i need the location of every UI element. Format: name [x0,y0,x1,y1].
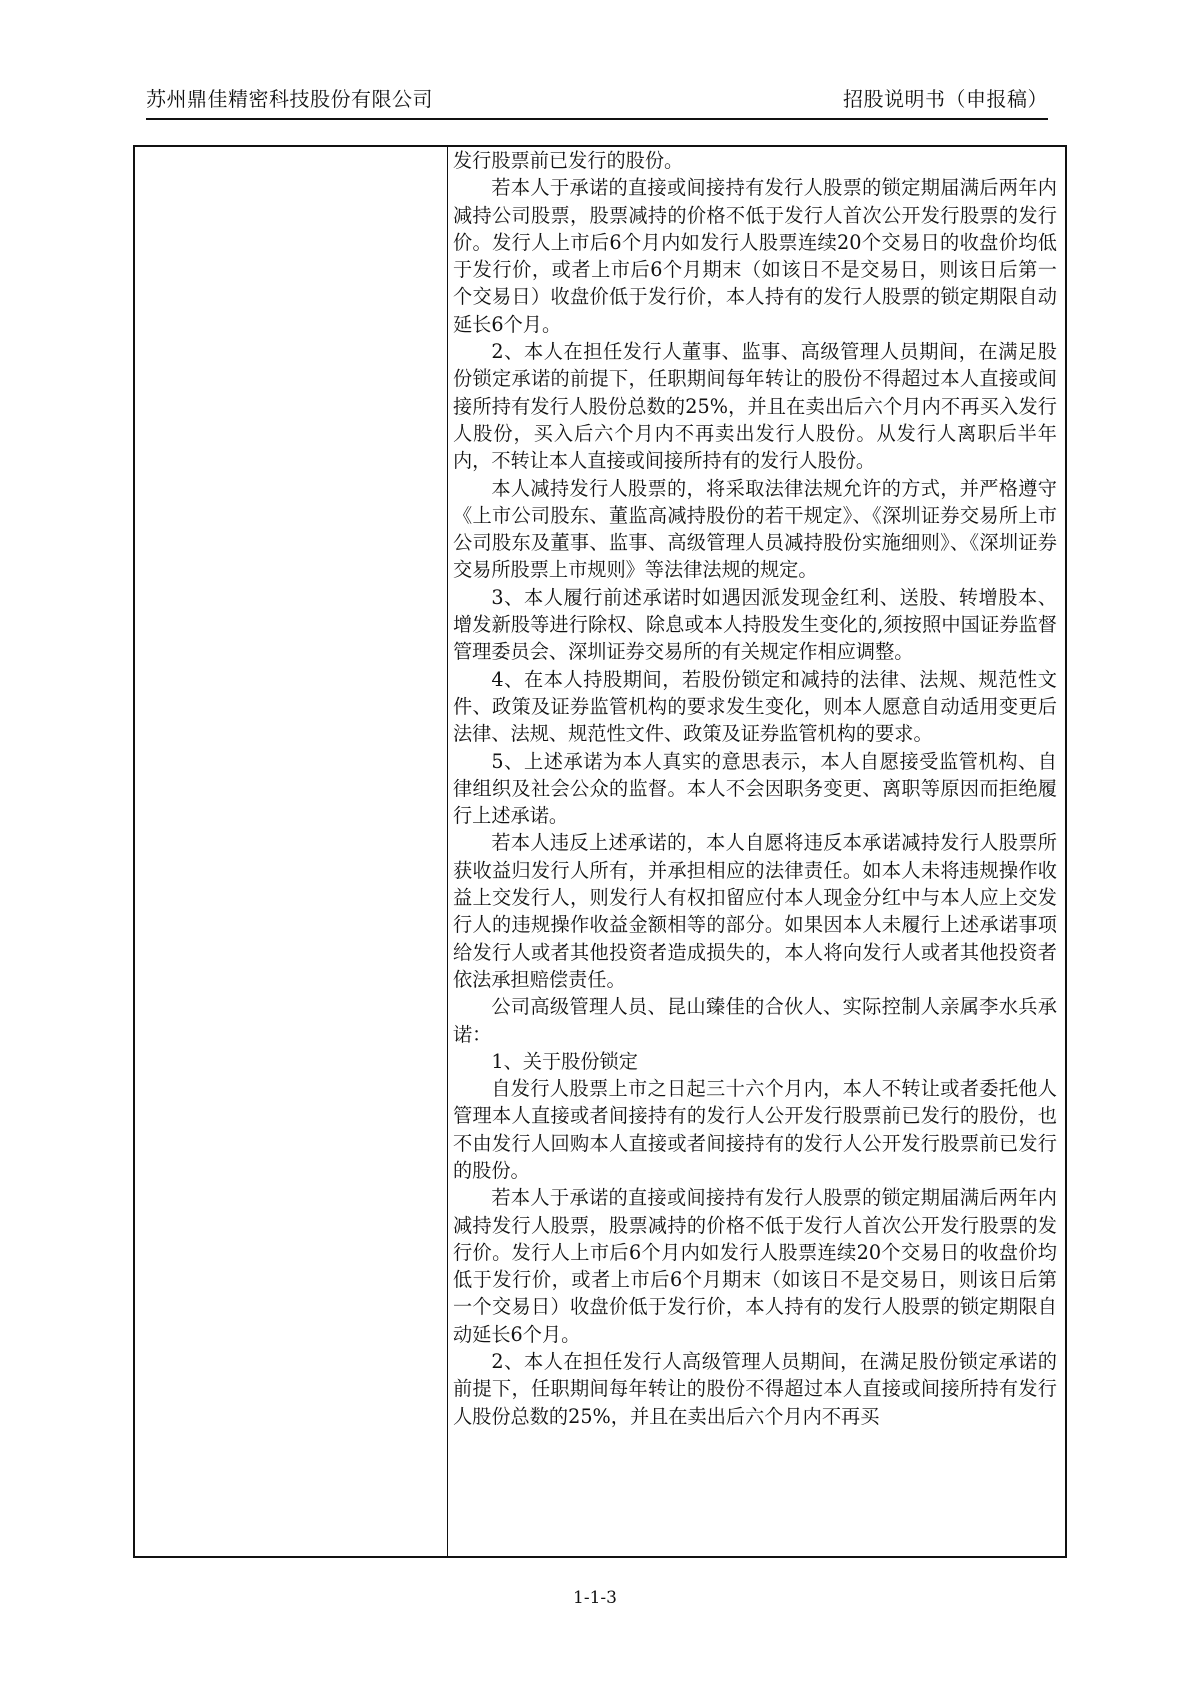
paragraph: 自发行人股票上市之日起三十六个月内，本人不转让或者委托他人管理本人直接或者间接持有的发行人公开发行股票前已发行的股份，也不由发行人回购本人直接或者间接持有的发行人公开发行股票前已发行的股份。 [453,1077,1057,1182]
paragraph: 若本人于承诺的直接或间接持有发行人股票的锁定期届满后两年内减持发行人股票，股票减持的价格不低于发行人首次公开发行股票的发行价。发行人上市后6个月内如发行人股票连续20个交易日的收盘价均低于发行价，或者上市后6个月期末（如该日不是交易日，则该日后第一个交易日）收盘价低于发行价，本人持有的发行人股票的锁定期限自动延长6个月。 [453,1186,1057,1346]
company-name: 苏州鼎佳精密科技股份有限公司 [146,87,433,111]
paragraph: 3、本人履行前述承诺时如遇因派发现金红利、送股、转增股本、增发新股等进行除权、除息或本人持股发生变化的,须按照中国证券监督管理委员会、深圳证券交易所的有关规定作相应调整。 [453,585,1057,664]
paragraph: 4、在本人持股期间，若股份锁定和减持的法律、法规、规范性文件、政策及证券监管机构的要求发生变化，则本人愿意自动适用变更后法律、法规、规范性文件、政策及证券监管机构的要求。 [453,667,1057,746]
page-number: 1-1-3 [573,1588,617,1608]
paragraph: 本人减持发行人股票的，将采取法律法规允许的方式，并严格遵守《上市公司股东、董监高减持股份的若干规定》、《深圳证券交易所上市公司股东及董事、监事、高级管理人员减持股份实施细则》、《深圳证券交易所股票上市规则》等法律法规的规定。 [453,476,1057,582]
paragraph: 若本人违反上述承诺的，本人自愿将违反本承诺减持发行人股票所获收益归发行人所有，并承担相应的法律责任。如本人未将违规操作收益上交发行人，则发行人有权扣留应付本人现金分红中与本人应上交发行人的违规操作收益金额相等的部分。如果因本人未履行上述承诺事项给发行人或者其他投资者造成损失的，本人将向发行人或者其他投资者依法承担赔偿责任。 [453,831,1057,991]
page-header [146,84,1048,120]
paragraph: 公司高级管理人员、昆山臻佳的合伙人、实际控制人亲属李水兵承诺： [453,995,1057,1046]
paragraph: 5、上述承诺为本人真实的意思表示，本人自愿接受监管机构、自律组织及社会公众的监督。本人不会因职务变更、离职等原因而拒绝履行上述承诺。 [453,749,1057,828]
commitment-table [133,145,1067,1558]
paragraph: 1、关于股份锁定 [491,1049,638,1073]
paragraph: 2、本人在担任发行人高级管理人员期间，在满足股份锁定承诺的前提下，任职期间每年转让的股份不得超过本人直接或间接所持有发行人股份总数的25%，并且在卖出后六个月内不再买 [453,1350,1057,1428]
table-left-cell [135,147,448,1556]
paragraph: 2、本人在担任发行人董事、监事、高级管理人员期间，在满足股份锁定承诺的前提下，任职期间每年转让的股份不得超过本人直接或间接所持有发行人股份总数的25%，并且在卖出后六个月内不再买入发行人股份，买入后六个月内不再卖出发行人股份。从发行人离职后半年内，不转让本人直接或间接所持有的发行人股份。 [453,340,1057,473]
paragraph: 发行股票前已发行的股份。 [453,149,684,172]
document-title: 招股说明书（申报稿） [843,87,1048,111]
paragraph: 若本人于承诺的直接或间接持有发行人股票的锁定期届满后两年内减持公司股票，股票减持的价格不低于发行人首次公开发行股票的发行价。发行人上市后6个月内如发行人股票连续20个交易日的收盘价均低于发行价，或者上市后6个月期末（如该日不是交易日，则该日后第一个交易日）收盘价低于发行价，本人持有的发行人股票的锁定期限自动延长6个月。 [453,176,1057,336]
table-right-cell [453,147,1057,1556]
